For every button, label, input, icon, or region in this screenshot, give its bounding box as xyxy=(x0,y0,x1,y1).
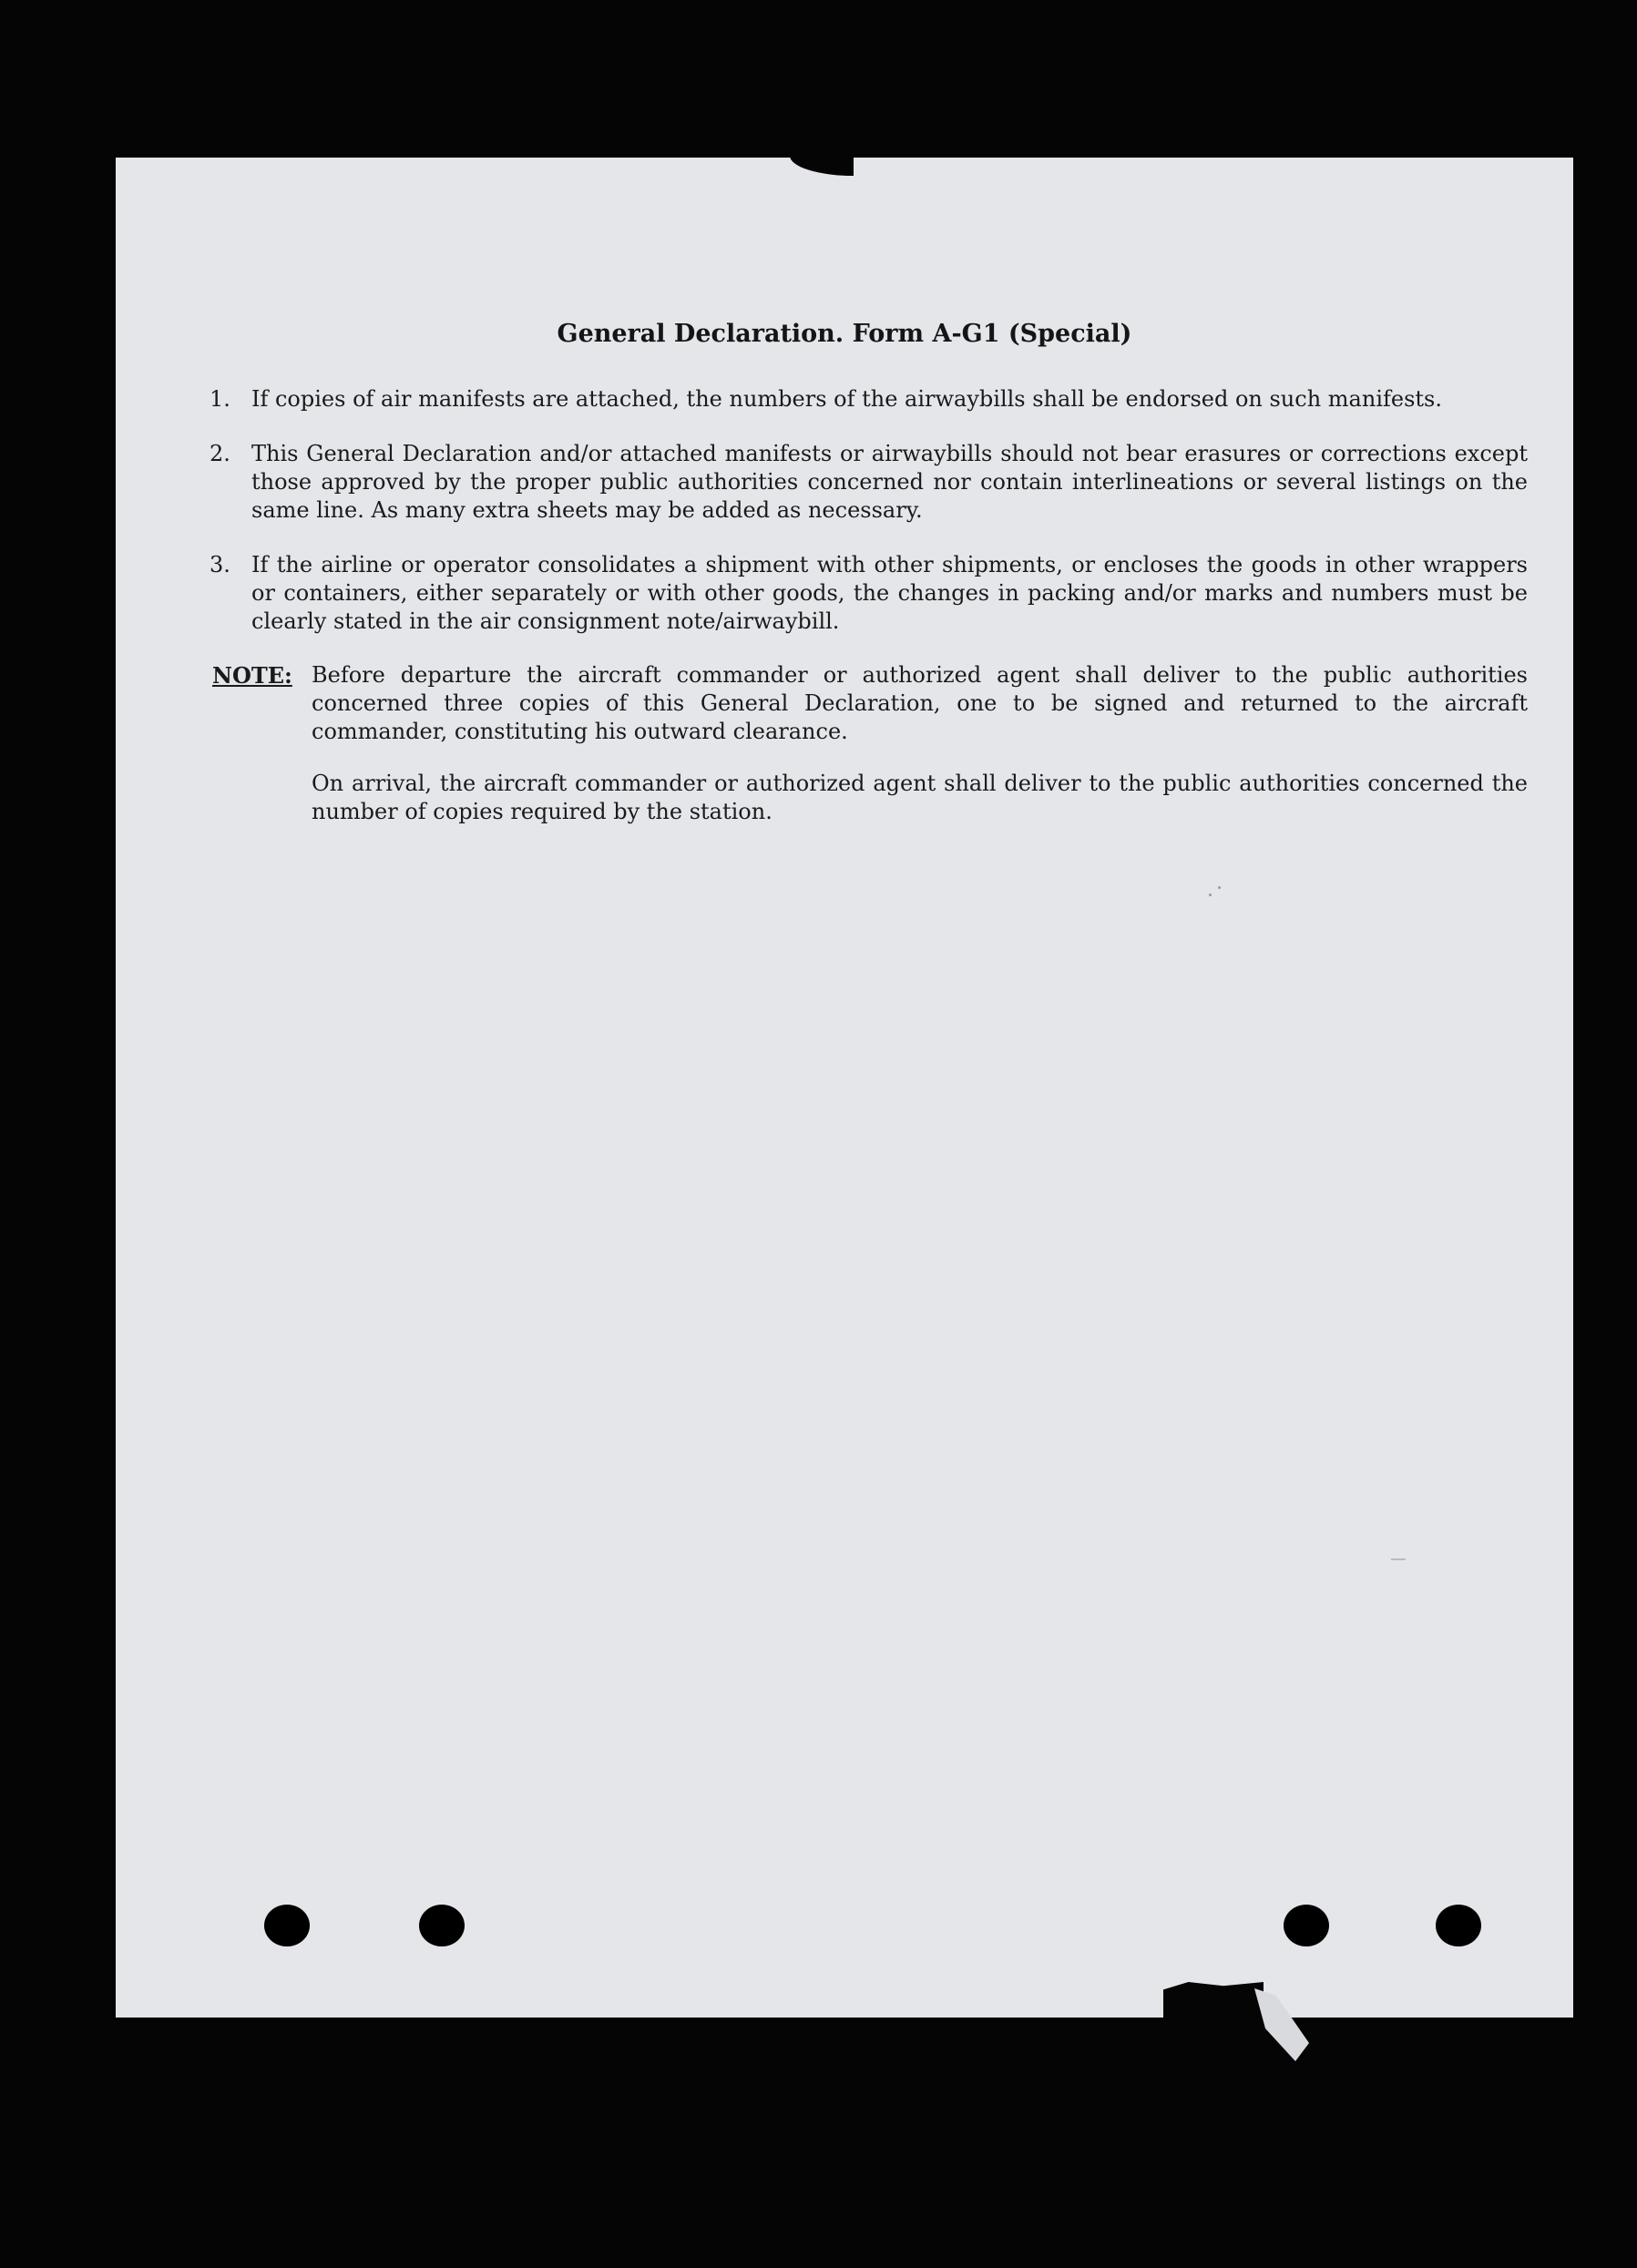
torn-edge-bottom xyxy=(1163,1982,1264,2020)
item-text: If copies of air manifests are attached, the numbers of the airwaybills shall be endorsed on such manifests. xyxy=(251,386,1442,412)
document-title: General Declaration. Form A-G1 (Special) xyxy=(557,320,1132,348)
item-text: If the airline or operator consolidates a shipment with other shipments, or encloses the goods in other wrappers or containers, either separately or with other goods, the changes in packing and/or marks and numbers must be clearly stated in the air consignment note/airwaybill. xyxy=(251,552,1528,634)
note-paragraph-2: On arrival, the aircraft commander or authorized agent shall deliver to the public authorities concerned the number of copies required by the station. xyxy=(312,771,1528,824)
speck-mark xyxy=(1209,894,1212,896)
instruction-item-3 xyxy=(210,551,1528,636)
item-text: This General Declaration and/or attached manifests or airwaybills should not bear erasures or corrections except those approved by the proper public authorities concerned nor contain interlineations or several listings on the same line. As many extra sheets may be added as necessary. xyxy=(251,441,1528,523)
torn-flap xyxy=(1254,1988,1309,2061)
note-section xyxy=(212,661,1528,826)
note-paragraph-1: Before departure the aircraft commander or authorized agent shall deliver to the public authorities concerned three copies of this General Declaration, one to be signed and returned to the aircraft commander, constituting his outward clearance. xyxy=(312,662,1528,744)
document-page xyxy=(116,158,1573,2018)
instruction-item-2 xyxy=(210,440,1528,525)
item-number: 1. xyxy=(210,386,230,412)
punch-hole xyxy=(419,1905,465,1946)
torn-edge-top xyxy=(790,156,854,176)
punch-hole xyxy=(1284,1905,1329,1946)
item-number: 2. xyxy=(210,441,230,466)
note-label: NOTE: xyxy=(212,662,292,689)
punch-hole xyxy=(264,1905,310,1946)
faint-mark xyxy=(1391,1558,1406,1560)
item-number: 3. xyxy=(210,552,230,577)
punch-hole xyxy=(1436,1905,1481,1946)
instruction-item-1 xyxy=(210,385,1528,414)
speck-mark xyxy=(1218,886,1221,889)
